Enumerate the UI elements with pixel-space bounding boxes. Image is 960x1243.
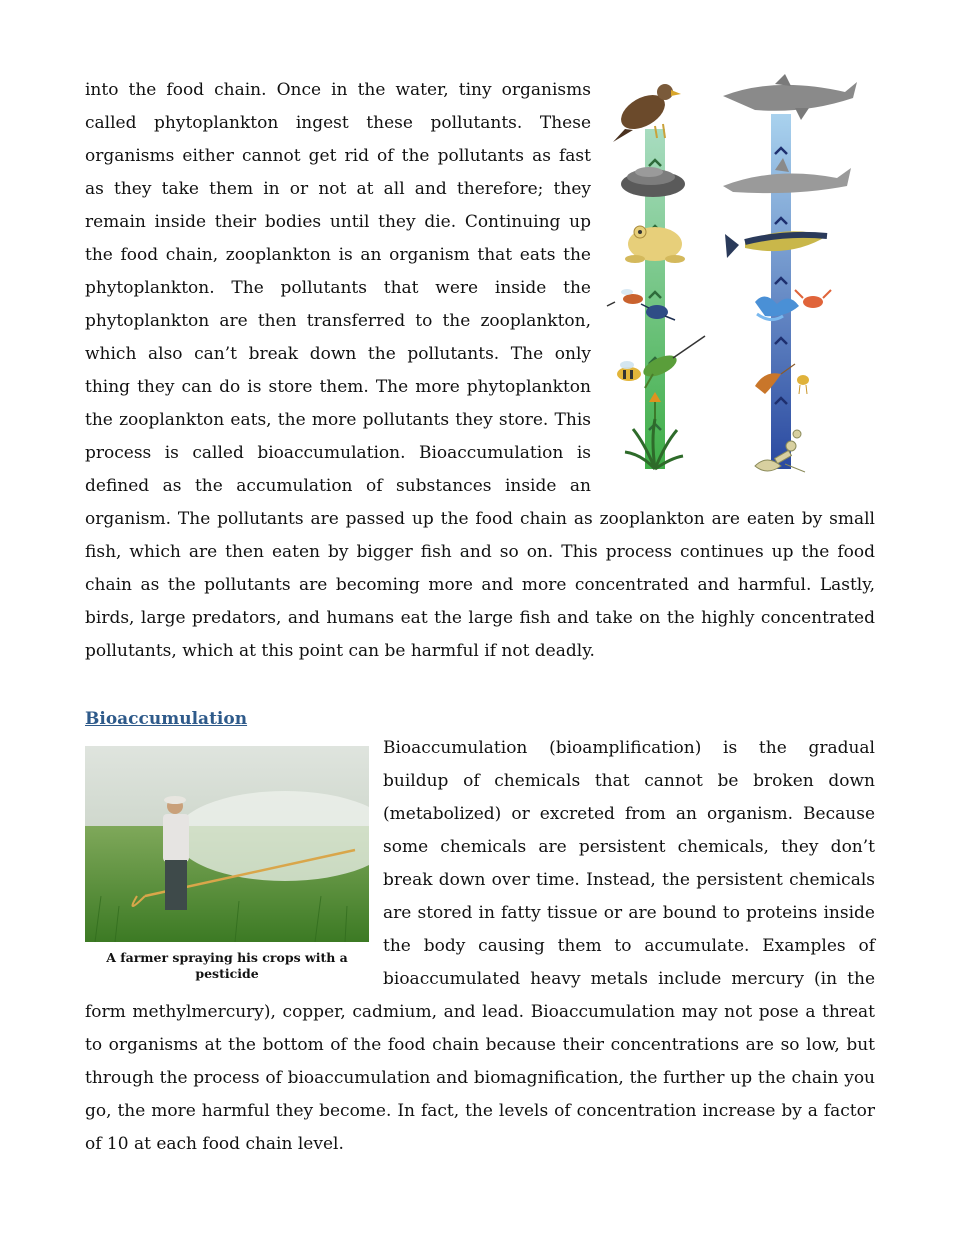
food-chain-diagram: [605, 74, 875, 494]
jellyfish-icon: [797, 375, 809, 394]
crab-icon: [795, 290, 831, 308]
farmer-photo: [85, 746, 369, 942]
intro-paragraph: into the food chain. Once in the water, tiny organisms called phytoplankton ingest these pollutants. These organisms either cannot get rid of the pollutants as fast as they take them in or not at all and therefore; they remain inside their bodies until they die. Continuing up the food chain, zooplankton is an organism that eats the phytoplankton. The pollutants that were inside the phytoplankton are then transferred to the zooplankton, which also can’t break down the pollutants. The only thing they can do is store them. The more phytoplankton the zooplankton eats, the more pollutants they store. This process is called bioaccumulation. Bioaccumulation is defined as the accumulation of substances inside an organism. The pollutants are passed up the food chain as zooplankton are eaten by small fish, which are then eaten by bigger fish and so on. This process continues up the food chain as the pollutants are becoming more and more concentrated and harmful. Lastly, birds, large predators, and humans eat the large fish and take on the highly concentrated pollutants, which at this point can be harmful if not deadly.: [85, 80, 875, 661]
bioaccumulation-paragraph: Bioaccumulation (bioamplification) is the gradual buildup of chemicals that cannot be broken down (metabolized) or excreted from an organism. Because some chemicals are persistent chemicals, they don’t break down over time. Instead, the persistent chemicals are stored in fatty tissue or are bound to proteins inside the body causing them to accumulate. Examples of bioaccumulated heavy metals include mercury (in the form methylmercury), copper, cadmium, and lead. Bioaccumulation may not pose a threat to organisms at the bottom of the food chain because their concentrations are so low, but through the process of bioaccumulation and biomagnification, the further up the chain you go, the more harmful they become. In fact, the levels of concentration increase by a factor of 10 at each food chain level.: [85, 738, 875, 1154]
farmer-photo-figure: [85, 746, 369, 982]
food-chain-illustration: [605, 74, 875, 494]
frog-icon: [625, 226, 685, 263]
photo-caption: A farmer spraying his crops with a pesticide: [106, 950, 348, 981]
section-heading[interactable]: Bioaccumulation: [85, 709, 248, 729]
grass-icon: [625, 419, 683, 469]
snake-icon: [621, 167, 685, 197]
wasp-icon: [607, 289, 643, 306]
page-content: [85, 74, 875, 1161]
bee-icon: [617, 361, 641, 381]
shark-icon: [723, 74, 857, 120]
